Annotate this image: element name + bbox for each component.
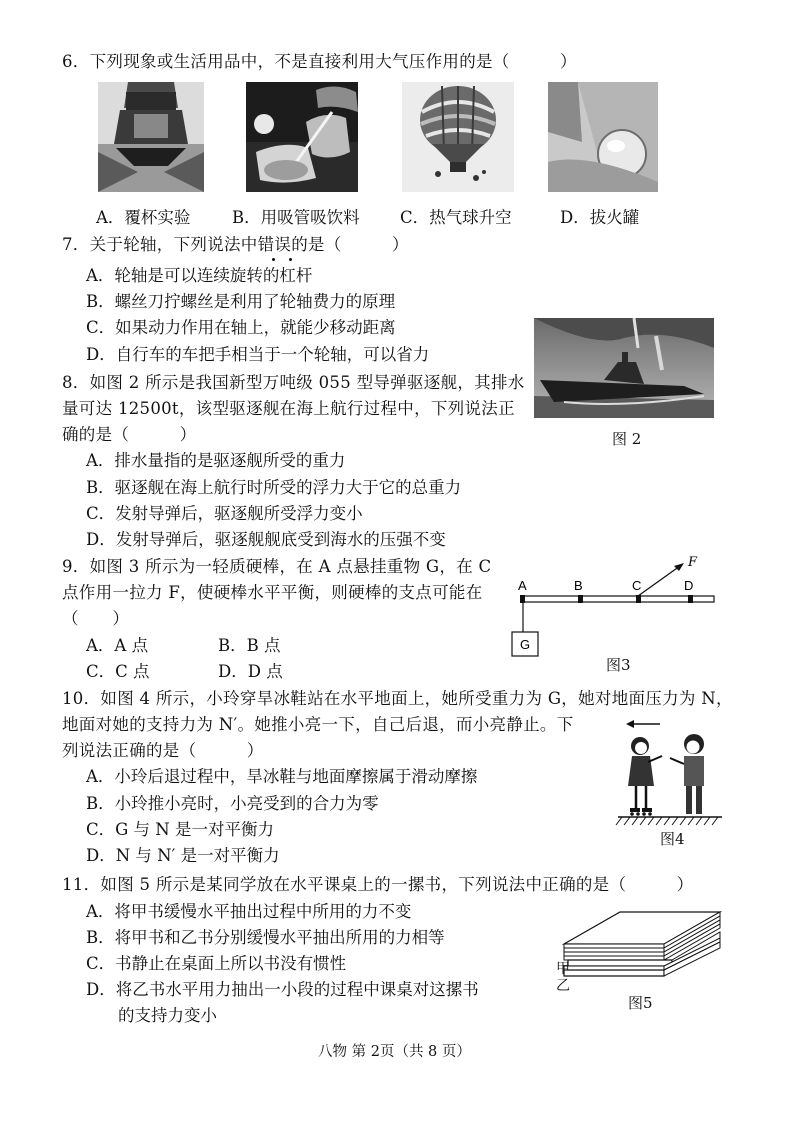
q9-stem-line1: 9．如图 3 所示为一轻质硬棒，在 A 点悬挂重物 G，在 C <box>62 557 492 576</box>
point-d-label: D <box>684 578 694 593</box>
q10-figure-caption: 图4 <box>660 830 685 848</box>
point-c-label: C <box>632 578 642 593</box>
q6-option-b: B．用吸管吸饮料 <box>232 208 360 227</box>
emphasis-dot <box>272 258 275 261</box>
q11-option-a: A．将甲书缓慢水平抽出过程中所用的力不变 <box>86 902 412 921</box>
q11-label-yi: 乙 <box>556 978 570 994</box>
point-a-marker <box>520 595 525 603</box>
q8-option-b: B．驱逐舰在海上航行时所受的浮力大于它的总重力 <box>86 478 462 497</box>
q7-option-a: A．轮轴是可以连续旋转的杠杆 <box>86 266 313 285</box>
force-f-label: F <box>688 555 698 570</box>
q6-photo-cup-experiment <box>98 82 204 192</box>
q9-option-c: C．C 点 <box>86 662 150 681</box>
q10-stem-line1: 10．如图 4 所示，小玲穿旱冰鞋站在水平地面上，她所受重力为 G，她对地面压力为 N， <box>62 689 733 708</box>
q8-figure-caption: 图 2 <box>612 430 642 448</box>
arrow-left-icon <box>626 720 634 728</box>
q7-option-b: B．螺丝刀拧螺丝是利用了轮轴费力的原理 <box>86 292 396 311</box>
q7-option-c: C．如果动力作用在轴上，就能少移动距离 <box>86 318 396 337</box>
point-b-label: B <box>574 578 583 593</box>
book-jia <box>568 960 672 966</box>
lever-rod <box>522 596 714 602</box>
q8-option-a: A．排水量指的是驱逐舰所受的重力 <box>86 451 346 470</box>
q8-stem-line3: 确的是（ ） <box>62 425 197 444</box>
q11-option-c: C．书静止在桌面上所以书没有惯性 <box>86 954 347 973</box>
q8-stem-line2: 量可达 12500t，该型驱逐舰在海上航行过程中，下列说法正 <box>62 399 515 418</box>
q11-figure-caption: 图5 <box>628 994 653 1012</box>
q10-option-c: C．G 与 N 是一对平衡力 <box>86 820 274 839</box>
point-b-marker <box>578 595 583 603</box>
boy-xiaoliang <box>670 734 704 814</box>
q10-stem-line2: 地面对她的支持力为 N′。她推小亮一下，自己后退，而小亮静止。下 <box>62 715 574 734</box>
q9-stem-line3: （ ） <box>62 609 130 628</box>
q9-option-b: B．B 点 <box>218 636 281 655</box>
q11-option-d-continued: 的支持力变小 <box>118 1006 217 1025</box>
q10-option-d: D．N 与 N′ 是一对平衡力 <box>86 846 280 865</box>
point-a-label: A <box>518 578 527 593</box>
girl-xiaoling <box>628 737 662 816</box>
q11-label-jia: 甲 <box>556 961 570 977</box>
q6-stem: 6．下列现象或生活用品中，不是直接利用大气压作用的是（ ） <box>62 52 577 71</box>
point-d-marker <box>688 595 693 603</box>
q8-option-c: C．发射导弹后，驱逐舰所受浮力变小 <box>86 504 363 523</box>
q8-option-d: D．发射导弹后，驱逐舰舰底受到海水的压强不变 <box>86 530 446 549</box>
q9-stem-line2: 点作用一拉力 F，使硬棒水平平衡，则硬棒的支点可能在 <box>62 583 483 602</box>
q11-option-d: D．将乙书水平用力抽出一小段的过程中课桌对这摞书 <box>86 980 479 999</box>
q6-option-c: C．热气球升空 <box>400 208 512 227</box>
q6-photo-cupping <box>548 82 658 192</box>
q6-option-a: A．覆杯实验 <box>96 208 191 227</box>
q6-photo-straw <box>246 82 358 192</box>
force-f-arrow <box>638 566 680 596</box>
q9-figure-caption: 图3 <box>606 656 631 674</box>
q6-photo-hot-air-balloon <box>402 82 514 192</box>
q9-option-a: A．A 点 <box>86 636 149 655</box>
emphasis-dot <box>289 258 292 261</box>
q10-option-b: B．小玲推小亮时，小亮受到的合力为零 <box>86 794 379 813</box>
q7-option-d: D．自行车的车把手相当于一个轮轴，可以省力 <box>86 345 430 364</box>
q8-photo-destroyer <box>534 318 714 418</box>
weight-g-label: G <box>520 637 531 652</box>
q10-kids-figure <box>614 716 726 828</box>
ground-hatching <box>616 817 718 825</box>
q6-option-d: D．拔火罐 <box>560 208 640 227</box>
q10-stem-line3: 列说法正确的是（ ） <box>62 741 264 760</box>
book-yi <box>564 970 664 976</box>
page-footer: 八物 第 2页（共 8 页） <box>318 1044 471 1060</box>
q7-stem: 7．关于轮轴，下列说法中错误的是（ ） <box>62 235 409 254</box>
q9-option-d: D．D 点 <box>218 662 283 681</box>
q11-stem: 11．如图 5 所示是某同学放在水平课桌上的一摞书，下列说法中正确的是（ ） <box>62 875 694 894</box>
q10-option-a: A．小玲后退过程中，旱冰鞋与地面摩擦属于滑动摩擦 <box>86 767 478 786</box>
q11-books-figure <box>552 904 722 990</box>
q8-stem-line1: 8．如图 2 所示是我国新型万吨级 055 型导弹驱逐舰，其排水 <box>62 373 525 392</box>
q11-option-b: B．将甲书和乙书分别缓慢水平抽出所用的力相等 <box>86 928 445 947</box>
q9-lever-figure <box>508 552 728 664</box>
